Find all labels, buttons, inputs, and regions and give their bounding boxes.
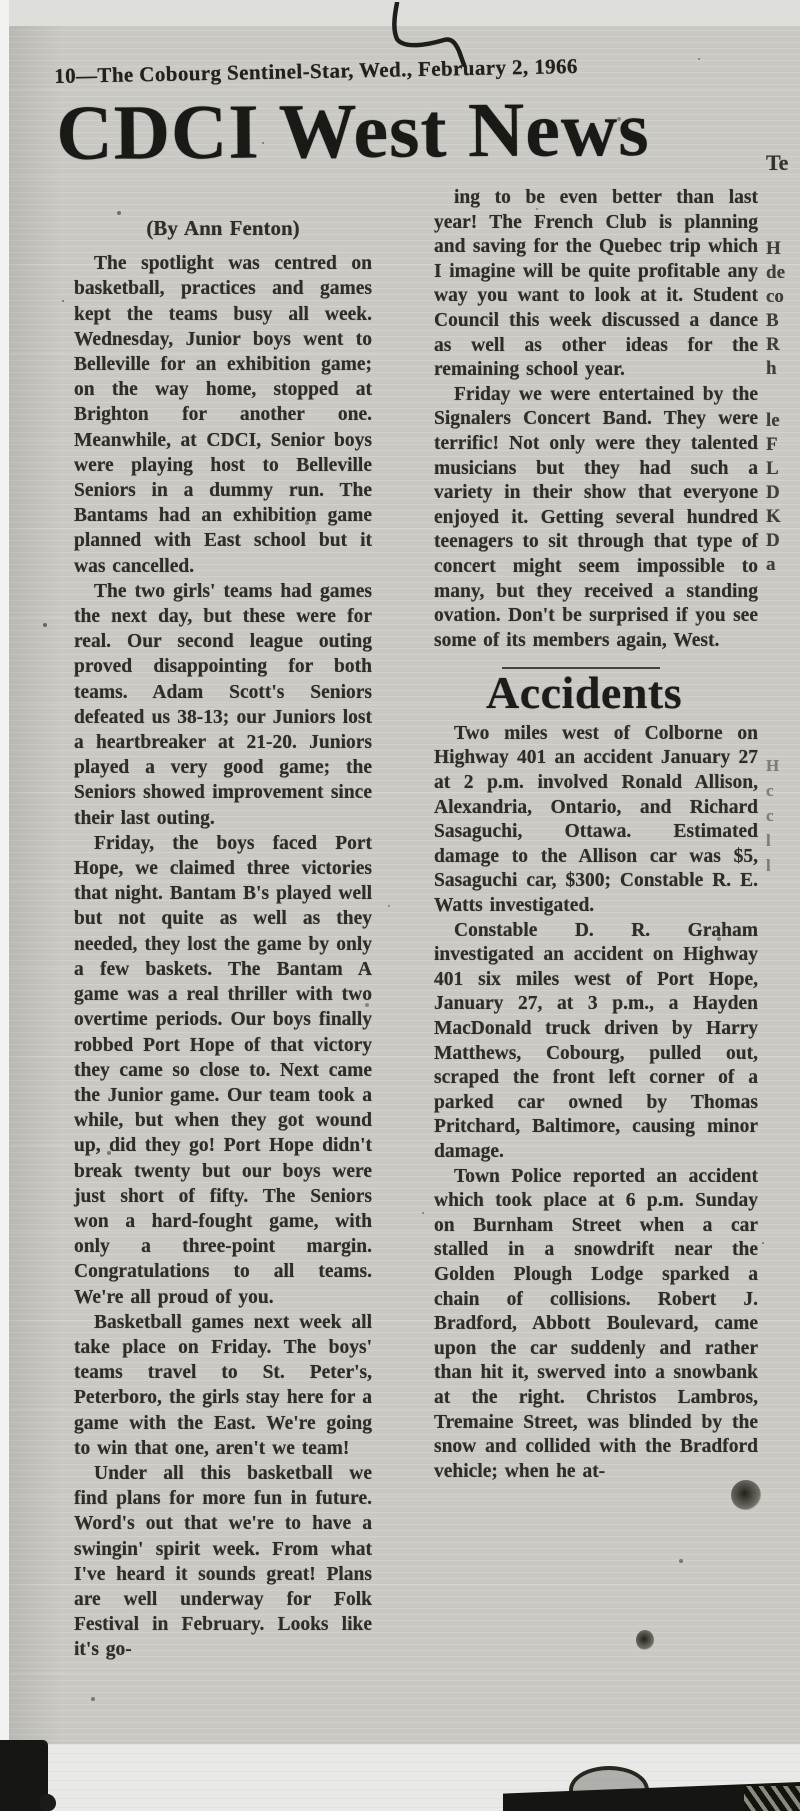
margin-fragment: le <box>766 410 780 431</box>
margin-fragment: D <box>766 530 780 551</box>
scan-artifact-striped-corner <box>744 1786 800 1811</box>
margin-fragment: c <box>766 806 774 825</box>
accidents-headline: Accidents <box>486 667 683 719</box>
margin-fragment: a <box>766 554 776 575</box>
paragraph: Two miles west of Colborne on Highway 401 an accident January 27 at 2 p.m. involved Ronald Allison, Alexandria, Ontario, and Richard Sasaguchi, Ottawa. Estimated damage to the Allison car was $5, Sasaguchi car, $300; Constable R. E. Watts investigated. <box>434 722 758 917</box>
article-right-column <box>434 186 758 1484</box>
byline: (By Ann Fenton) <box>146 216 300 240</box>
margin-fragment: R <box>766 334 780 355</box>
paragraph: Under all this basketball we find plans for more fun in future. Word's out that we're to have a swingin' spirit week. From what I've heard it sounds great! Plans are well underway for Folk Festival in February. Looks like it's go- <box>74 1462 372 1661</box>
article-left-column <box>74 216 372 1663</box>
margin-fragment: h <box>766 358 777 379</box>
ink-blot <box>636 1630 654 1650</box>
margin-fragment: c <box>766 781 774 800</box>
paragraph: The spotlight was centred on basketball, practices and games kept the teams busy all week. Wednesday, Junior boys went to Belleville for an exhibition game; on the way home, stopped at Brighton for another one. Meanwhile, at CDCI, Senior boys were playing host to Belleville Seniors in a dummy run. The Bantams had an exhibition game planned with East school but it was cancelled. <box>74 253 372 577</box>
margin-fragment: L <box>766 458 779 479</box>
margin-fragment: F <box>766 434 778 455</box>
margin-fragment: l <box>766 856 771 875</box>
paragraph: Constable D. R. Graham investigated an accident on Highway 401 six miles west of Port Hope, January 27, at 3 p.m., a Hayden MacDonald truck driven by Harry Matthews, Cobourg, pulled out, scraped the front left corner of a parked car owned by Thomas Pritchard, Baltimore, causing minor damage. <box>434 919 758 1162</box>
paragraph: Town Police reported an accident which took place at 6 p.m. Sunday on Burnham Street when a car stalled in a snowdrift near the Golden Plough Lodge sparked a chain of collisions. Robert J. Bradford, Abbott Boulevard, came upon the car suddenly and rather than hit it, swerved into a snowbank at the right. Christos Lambros, Tremaine Street, was blinded by the snow and collided with the Bradford vehicle; when he at- <box>434 1165 758 1482</box>
masthead: 10—The Cobourg Sentinel-Star, Wed., February 2, 1966 <box>54 53 579 88</box>
paragraph: The two girls' teams had games the next day, but these were for real. Our second league outing proved disappointing for both teams. Adam Scott's Seniors defeated us 38-13; our Juniors lost a heartbreaker at 21-20. Juniors played a very good game; the Seniors showed improvement since their last outing. <box>74 580 372 829</box>
margin-fragment: H <box>766 756 780 775</box>
margin-fragment: co <box>766 286 784 307</box>
ink-blot <box>731 1480 761 1510</box>
page-title: CDCI West News <box>56 84 650 176</box>
paragraph: ing to be even better than last year! The French Club is planning and saving for the Quebec trip which I imagine will be quite profitable any way you want to look at it. Student Council this week discussed a dance as well as other ideas for the remaining school year. <box>434 187 758 381</box>
margin-fragment: l <box>766 831 771 850</box>
margin-fragment: Te <box>766 150 789 175</box>
paragraph: Friday, the boys faced Port Hope, we claimed three victories that night. Bantam B's played well but not quite as well as they needed, they lost the game by only a few baskets. The Bantam A game was a real thriller with two overtime periods. Our boys finally robbed Port Hope of that victory they came so close to. Next came the Junior game. Our team took a while, but when they got wound up, did they go! Port Hope didn't break twenty but our boys were just short of fifty. The Seniors won a hard-fought game, with only a three-point margin. Congratulations to all teams. We're all proud of you. <box>74 832 372 1308</box>
paper-speckles <box>0 0 2 2</box>
margin-fragment: de <box>766 262 785 283</box>
clipped-third-column <box>764 0 800 1811</box>
margin-fragment: B <box>766 310 779 331</box>
scan-artifact-black-blob <box>0 1740 48 1811</box>
paragraph: Friday we were entertained by the Signalers Concert Band. They were terrific! Not only were they talented musicians but they had such a variety in their show that everyone enjoyed it. Getting several hundred teenagers to sit through that type of concert might seem impossible to many, but they received a standing ovation. Don't be surprised if you see some of its members again, West. <box>434 383 758 651</box>
margin-fragment: K <box>766 506 781 527</box>
margin-fragment: D <box>766 482 780 503</box>
scan-left-edge <box>0 0 9 1811</box>
paragraph: Basketball games next week all take place on Friday. The boys' teams travel to St. Peter's, Peterboro, the girls stay here for a game with the East. We're going to win that one, aren't we team! <box>74 1311 372 1459</box>
margin-fragment: H <box>766 238 781 259</box>
